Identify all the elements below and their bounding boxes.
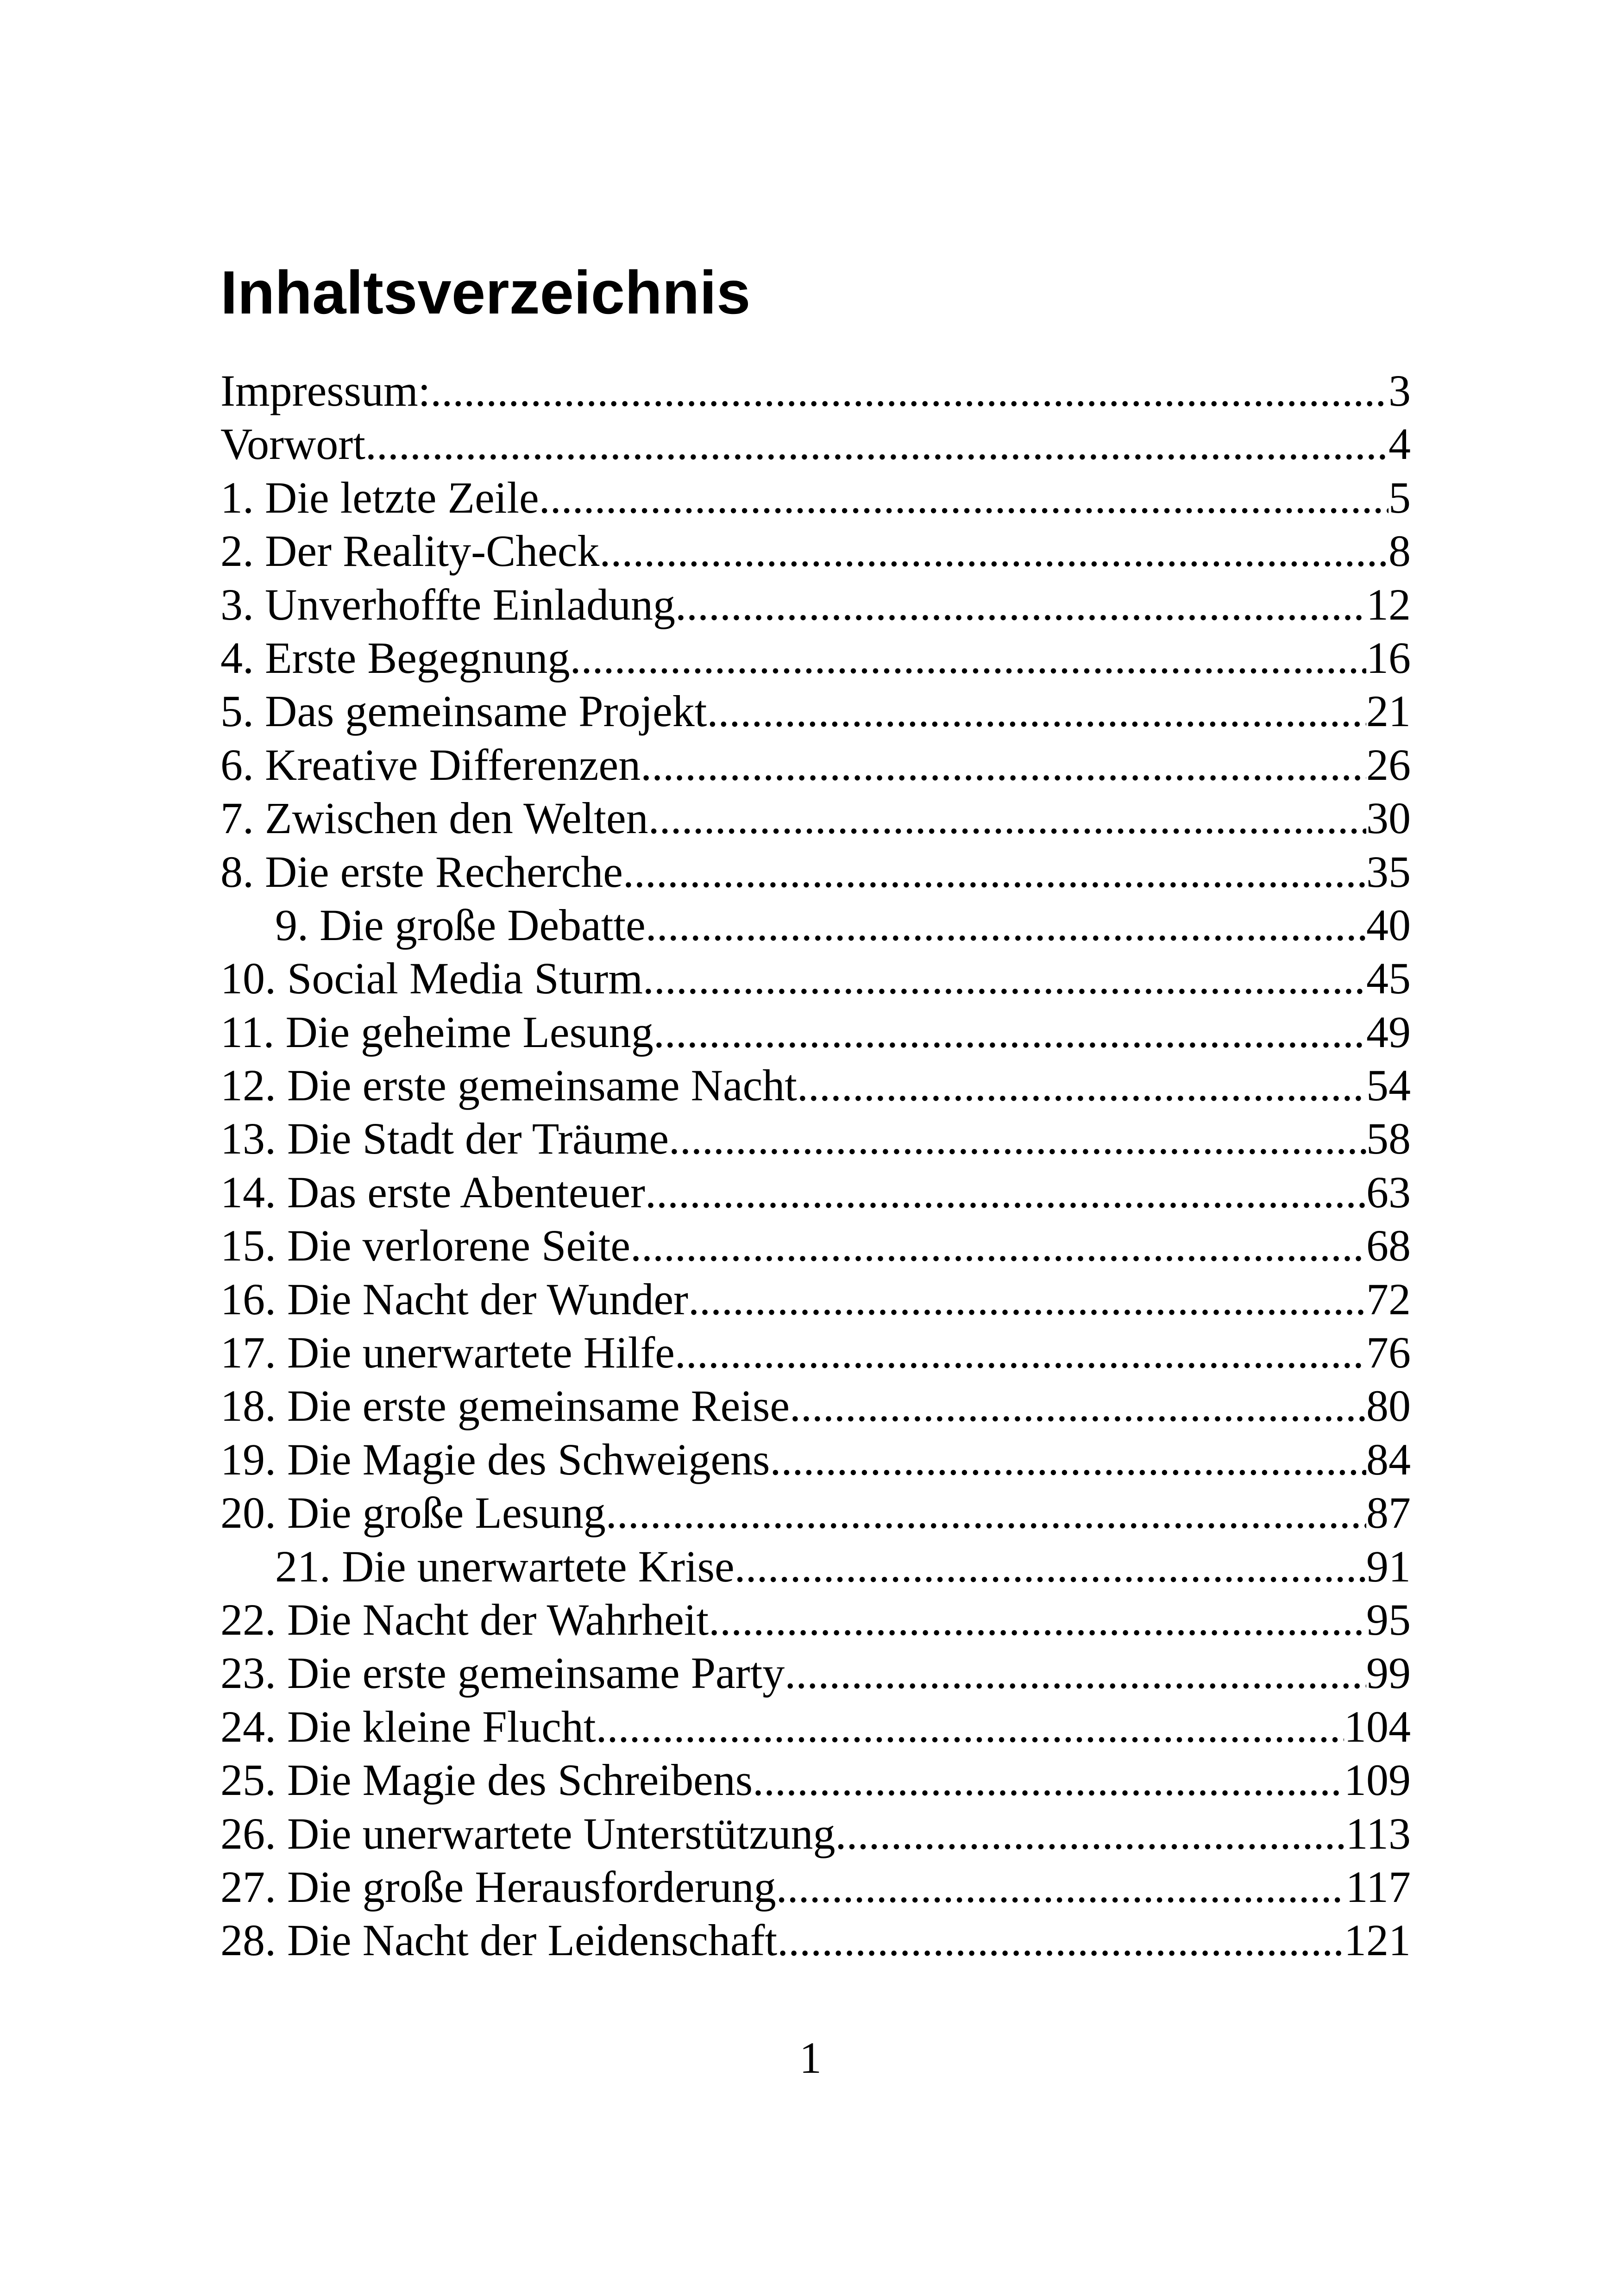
toc-leader-dots	[596, 1700, 1344, 1753]
toc-entry-title: 25. Die Magie des Schreibens	[220, 1755, 753, 1805]
toc-entry-page-number: 30	[1366, 793, 1411, 843]
toc-entry-page-number: 35	[1366, 847, 1411, 897]
toc-entry[interactable]	[220, 1593, 1411, 1646]
toc-leader-dots	[669, 1112, 1366, 1165]
toc-leader-dots	[688, 1273, 1366, 1326]
toc-entry[interactable]	[220, 1005, 1411, 1059]
toc-entry-title: 19. Die Magie des Schweigens	[220, 1434, 770, 1484]
toc-entry-page-number: 76	[1366, 1328, 1411, 1378]
toc-leader-dots	[785, 1646, 1366, 1700]
toc-leader-dots	[630, 1219, 1366, 1272]
toc-entry[interactable]	[220, 1646, 1411, 1700]
toc-entry-page-number: 80	[1366, 1381, 1411, 1431]
toc-leader-dots	[675, 578, 1366, 631]
toc-leader-dots	[641, 738, 1366, 791]
toc-entry-title: 15. Die verlorene Seite	[220, 1221, 630, 1271]
toc-entry[interactable]	[220, 845, 1411, 898]
toc-entry[interactable]	[220, 631, 1411, 684]
toc-entry-title: Impressum:	[220, 366, 431, 415]
toc-entry-page-number: 45	[1366, 954, 1411, 1004]
toc-entry-page-number: 91	[1366, 1541, 1411, 1591]
toc-entry-title: 28. Die Nacht der Leidenschaft	[220, 1915, 778, 1965]
toc-entry-page-number: 121	[1344, 1915, 1411, 1965]
toc-entry-title: 14. Das erste Abenteuer	[220, 1167, 646, 1217]
toc-entry-title: 8. Die erste Recherche	[220, 847, 623, 897]
toc-leader-dots	[709, 1593, 1366, 1646]
toc-leader-dots	[570, 631, 1367, 684]
toc-entry-page-number: 16	[1366, 633, 1411, 683]
toc-entry-title: 27. Die große Herausforderung	[220, 1862, 776, 1912]
toc-entry-page-number: 63	[1366, 1167, 1411, 1217]
toc-entry-page-number: 68	[1366, 1221, 1411, 1271]
toc-leader-dots	[365, 417, 1389, 470]
toc-entry-page-number: 104	[1344, 1701, 1411, 1751]
table-of-contents	[220, 364, 1411, 1967]
toc-leader-dots	[599, 524, 1389, 577]
toc-entry[interactable]	[220, 1540, 1411, 1593]
toc-leader-dots	[735, 1540, 1366, 1593]
toc-leader-dots	[675, 1326, 1366, 1379]
toc-entry[interactable]	[220, 1486, 1411, 1539]
toc-entry[interactable]	[220, 952, 1411, 1005]
toc-entry-title: 20. Die große Lesung	[220, 1488, 606, 1538]
toc-entry[interactable]	[220, 1326, 1411, 1379]
toc-entry-page-number: 3	[1389, 366, 1411, 415]
toc-leader-dots	[643, 952, 1366, 1005]
toc-entry[interactable]	[220, 1860, 1411, 1913]
toc-entry-title: 11. Die geheime Lesung	[220, 1007, 653, 1057]
toc-entry-title: 12. Die erste gemeinsame Nacht	[220, 1060, 797, 1110]
toc-entry[interactable]	[220, 1219, 1411, 1272]
toc-entry-title: 2. Der Reality-Check	[220, 526, 600, 576]
toc-entry-title: 4. Erste Begegnung	[220, 633, 570, 683]
toc-entry-page-number: 8	[1389, 526, 1411, 576]
toc-entry-page-number: 5	[1389, 472, 1411, 522]
toc-entry[interactable]	[220, 1273, 1411, 1326]
toc-entry-page-number: 21	[1366, 686, 1411, 736]
toc-entry[interactable]	[220, 684, 1411, 738]
toc-heading: Inhaltsverzeichnis	[220, 258, 751, 326]
toc-leader-dots	[770, 1433, 1366, 1486]
toc-entry-title: 18. Die erste gemeinsame Reise	[220, 1381, 790, 1431]
toc-leader-dots	[797, 1059, 1366, 1112]
toc-entry-title: 9. Die große Debatte	[275, 900, 646, 950]
toc-leader-dots	[646, 898, 1366, 952]
toc-entry[interactable]	[220, 471, 1411, 524]
toc-entry-page-number: 12	[1366, 579, 1411, 629]
toc-entry-page-number: 54	[1366, 1060, 1411, 1110]
toc-entry[interactable]	[220, 898, 1411, 952]
toc-leader-dots	[430, 364, 1389, 417]
toc-entry-title: 21. Die unerwartete Krise	[275, 1541, 735, 1591]
toc-leader-dots	[836, 1807, 1346, 1860]
toc-entry[interactable]	[220, 1807, 1411, 1860]
toc-entry-page-number: 95	[1366, 1594, 1411, 1644]
toc-leader-dots	[539, 471, 1389, 524]
toc-entry-title: 26. Die unerwartete Unterstützung	[220, 1808, 836, 1858]
toc-entry-page-number: 4	[1389, 419, 1411, 469]
toc-entry[interactable]	[220, 1433, 1411, 1486]
toc-entry-page-number: 72	[1366, 1274, 1411, 1324]
toc-entry-title: 10. Social Media Sturm	[220, 954, 643, 1004]
toc-entry-page-number: 113	[1345, 1808, 1411, 1858]
toc-entry[interactable]	[220, 1913, 1411, 1967]
toc-entry[interactable]	[220, 524, 1411, 577]
toc-entry-title: Vorwort	[220, 419, 365, 469]
toc-entry[interactable]	[220, 1753, 1411, 1807]
toc-leader-dots	[653, 1005, 1366, 1059]
toc-entry-page-number: 109	[1344, 1755, 1411, 1805]
toc-entry-title: 24. Die kleine Flucht	[220, 1701, 596, 1751]
toc-entry-page-number: 84	[1366, 1434, 1411, 1484]
toc-entry-page-number: 58	[1366, 1114, 1411, 1164]
toc-leader-dots	[645, 1166, 1366, 1219]
toc-leader-dots	[753, 1753, 1344, 1807]
toc-entry-page-number: 87	[1366, 1488, 1411, 1538]
toc-entry[interactable]	[220, 1112, 1411, 1165]
toc-entry[interactable]	[220, 1166, 1411, 1219]
toc-leader-dots	[790, 1379, 1366, 1432]
toc-entry-title: 13. Die Stadt der Träume	[220, 1114, 669, 1164]
toc-entry-title: 1. Die letzte Zeile	[220, 472, 539, 522]
toc-entry-page-number: 99	[1366, 1648, 1411, 1698]
toc-leader-dots	[707, 684, 1366, 738]
toc-entry[interactable]	[220, 364, 1411, 417]
toc-entry[interactable]	[220, 578, 1411, 631]
toc-entry-page-number: 40	[1366, 900, 1411, 950]
toc-leader-dots	[623, 845, 1366, 898]
toc-entry-page-number: 26	[1366, 740, 1411, 790]
toc-entry-title: 7. Zwischen den Welten	[220, 793, 648, 843]
toc-entry[interactable]	[220, 417, 1411, 470]
toc-entry-page-number: 49	[1366, 1007, 1411, 1057]
toc-entry-title: 17. Die unerwartete Hilfe	[220, 1328, 675, 1378]
toc-entry[interactable]	[220, 738, 1411, 791]
toc-leader-dots	[777, 1913, 1344, 1967]
toc-entry-title: 23. Die erste gemeinsame Party	[220, 1648, 785, 1698]
toc-leader-dots	[776, 1860, 1346, 1913]
toc-entry-title: 6. Kreative Differenzen	[220, 740, 641, 790]
toc-entry[interactable]	[220, 1700, 1411, 1753]
page-number: 1	[799, 2033, 822, 2083]
toc-entry-title: 22. Die Nacht der Wahrheit	[220, 1594, 709, 1644]
toc-entry-title: 3. Unverhoffte Einladung	[220, 579, 675, 629]
toc-entry[interactable]	[220, 1379, 1411, 1432]
toc-entry[interactable]	[220, 791, 1411, 845]
toc-entry-title: 5. Das gemeinsame Projekt	[220, 686, 707, 736]
toc-entry-title: 16. Die Nacht der Wunder	[220, 1274, 689, 1324]
toc-entry[interactable]	[220, 1059, 1411, 1112]
toc-leader-dots	[648, 791, 1366, 845]
toc-entry-page-number: 117	[1345, 1862, 1411, 1912]
toc-leader-dots	[606, 1486, 1366, 1539]
